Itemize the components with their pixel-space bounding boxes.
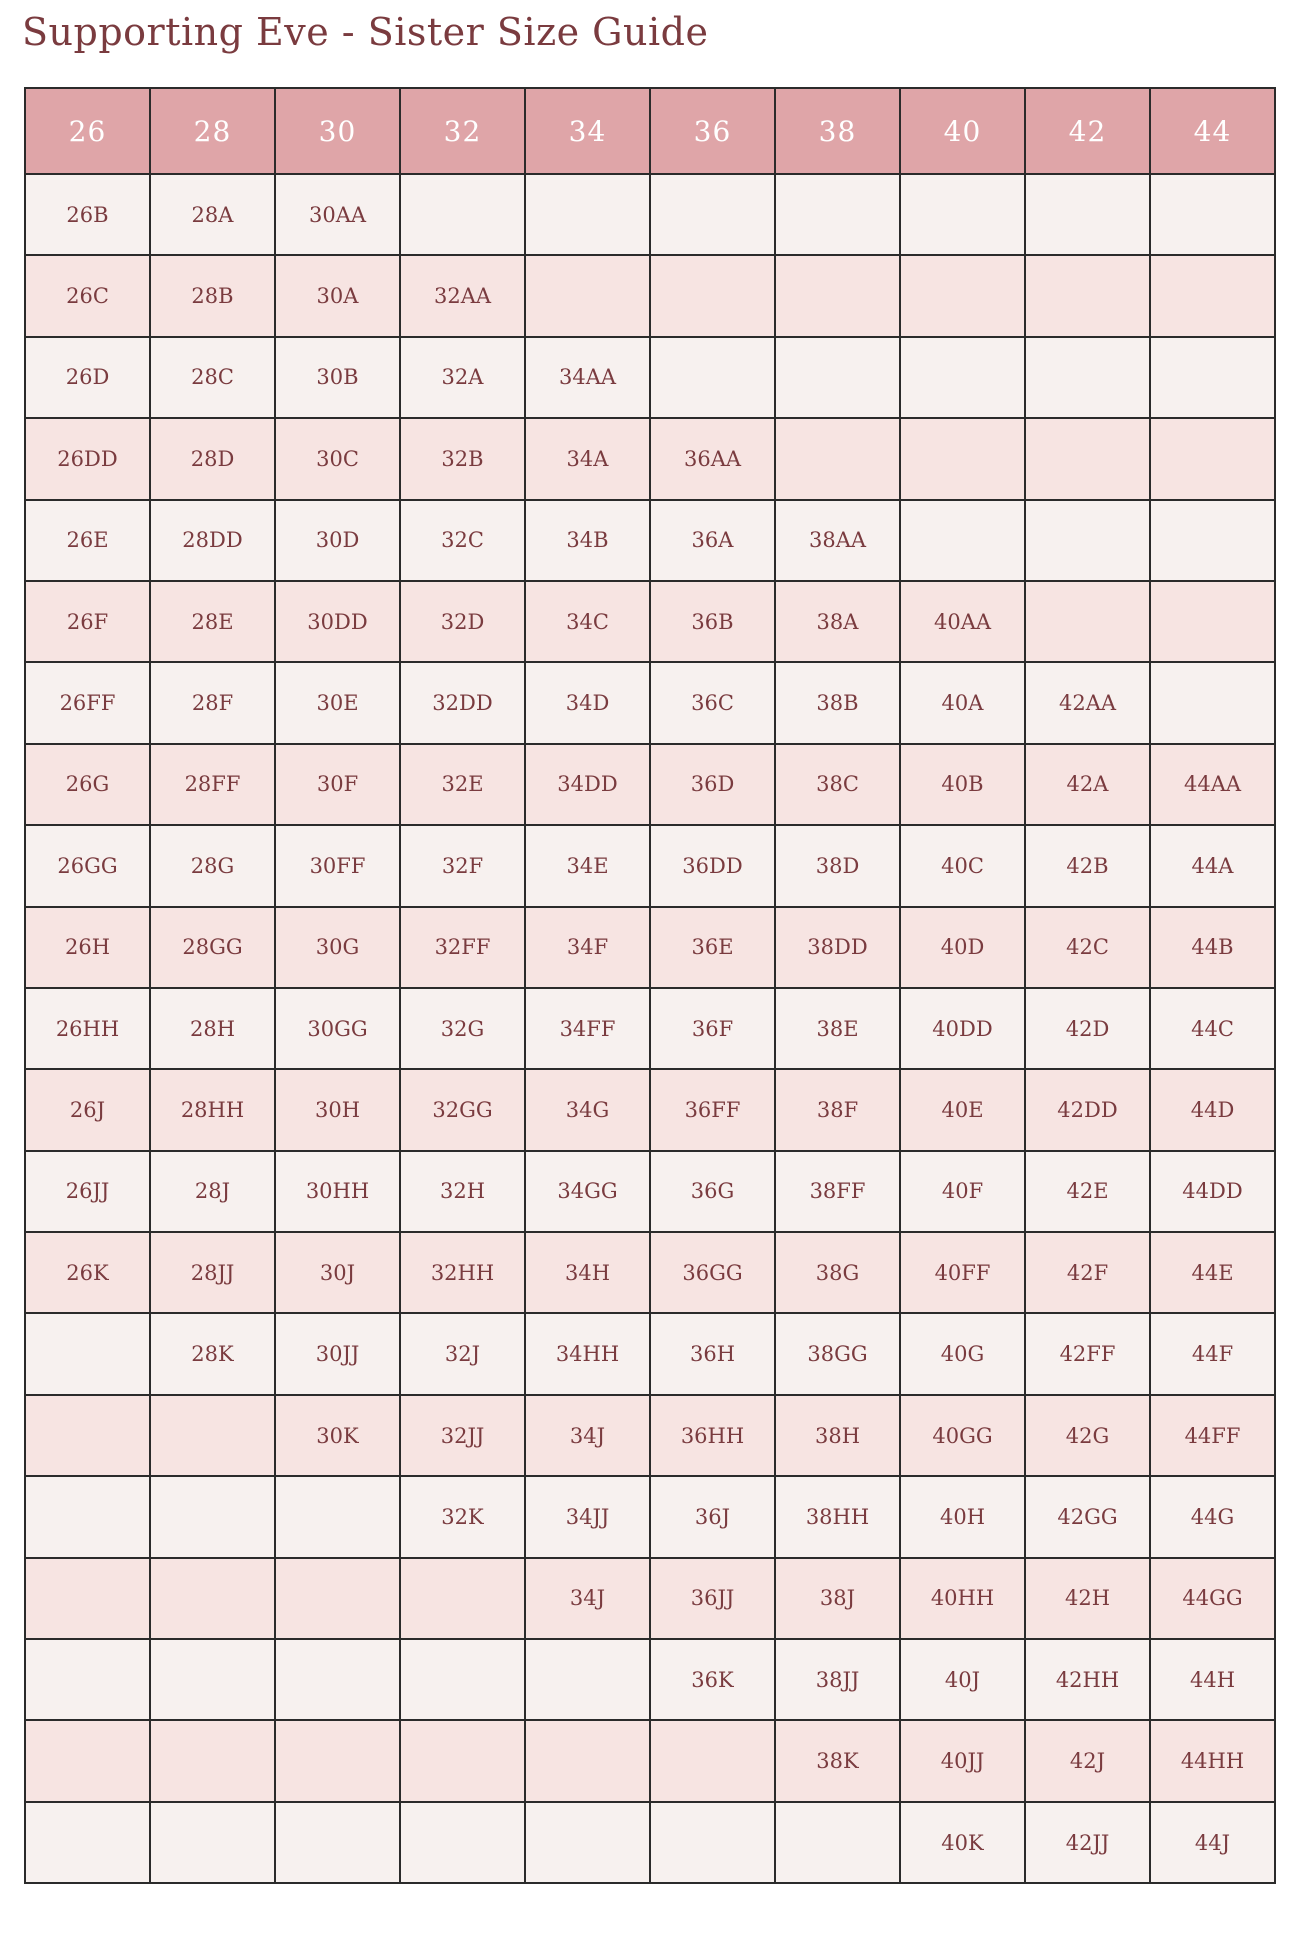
band-size-header: 26	[25, 88, 150, 174]
size-cell: 40A	[900, 662, 1025, 743]
size-cell: 40AA	[900, 581, 1025, 662]
size-cell: 44HH	[1150, 1720, 1275, 1801]
size-cell: 36F	[650, 988, 775, 1069]
size-cell: 32K	[400, 1476, 525, 1557]
size-cell: 44DD	[1150, 1151, 1275, 1232]
size-cell	[1150, 581, 1275, 662]
size-cell: 30HH	[275, 1151, 400, 1232]
size-cell: 30F	[275, 744, 400, 825]
size-cell	[1025, 418, 1150, 499]
size-cell	[525, 255, 650, 336]
size-cell	[525, 1639, 650, 1720]
size-cell: 34F	[525, 907, 650, 988]
size-cell	[775, 337, 900, 418]
size-cell	[25, 1313, 150, 1394]
size-cell: 36GG	[650, 1232, 775, 1313]
size-cell	[400, 1639, 525, 1720]
size-cell: 32DD	[400, 662, 525, 743]
size-cell	[1025, 255, 1150, 336]
band-size-header: 44	[1150, 88, 1275, 174]
size-cell: 36G	[650, 1151, 775, 1232]
size-cell	[25, 1802, 150, 1883]
size-cell: 38GG	[775, 1313, 900, 1394]
size-cell	[400, 1558, 525, 1639]
size-cell: 40B	[900, 744, 1025, 825]
size-cell	[650, 1720, 775, 1801]
size-cell: 40F	[900, 1151, 1025, 1232]
size-cell: 42B	[1025, 825, 1150, 906]
size-cell: 32J	[400, 1313, 525, 1394]
table-row	[25, 500, 1275, 581]
size-cell	[1150, 255, 1275, 336]
size-cell: 30A	[275, 255, 400, 336]
size-cell	[775, 255, 900, 336]
size-cell: 32HH	[400, 1232, 525, 1313]
size-cell	[525, 174, 650, 255]
size-cell: 26DD	[25, 418, 150, 499]
size-cell	[400, 174, 525, 255]
size-cell: 30E	[275, 662, 400, 743]
size-cell	[775, 1802, 900, 1883]
table-header	[25, 88, 1275, 174]
band-size-header: 30	[275, 88, 400, 174]
size-cell	[275, 1476, 400, 1557]
size-cell	[400, 1720, 525, 1801]
size-cell: 40JJ	[900, 1720, 1025, 1801]
size-cell: 40E	[900, 1069, 1025, 1150]
size-cell: 26B	[25, 174, 150, 255]
size-cell: 44AA	[1150, 744, 1275, 825]
size-cell: 44J	[1150, 1802, 1275, 1883]
size-cell: 30H	[275, 1069, 400, 1150]
size-cell	[900, 500, 1025, 581]
size-cell: 34B	[525, 500, 650, 581]
size-cell	[150, 1476, 275, 1557]
size-cell: 26JJ	[25, 1151, 150, 1232]
size-cell: 36C	[650, 662, 775, 743]
size-cell: 34FF	[525, 988, 650, 1069]
size-cell: 26H	[25, 907, 150, 988]
size-cell: 28GG	[150, 907, 275, 988]
size-cell: 28JJ	[150, 1232, 275, 1313]
size-cell: 32D	[400, 581, 525, 662]
size-cell: 42J	[1025, 1720, 1150, 1801]
size-cell	[150, 1720, 275, 1801]
table-body	[25, 174, 1275, 1883]
size-cell: 30JJ	[275, 1313, 400, 1394]
size-cell: 40C	[900, 825, 1025, 906]
size-cell	[275, 1639, 400, 1720]
size-cell: 38AA	[775, 500, 900, 581]
size-cell: 28FF	[150, 744, 275, 825]
table-row	[25, 1720, 1275, 1801]
size-cell: 38E	[775, 988, 900, 1069]
table-row	[25, 988, 1275, 1069]
size-cell: 36D	[650, 744, 775, 825]
size-cell: 40H	[900, 1476, 1025, 1557]
size-cell: 32FF	[400, 907, 525, 988]
size-cell	[1150, 174, 1275, 255]
header-row	[25, 88, 1275, 174]
size-cell: 38A	[775, 581, 900, 662]
size-cell	[1150, 500, 1275, 581]
size-cell: 38J	[775, 1558, 900, 1639]
size-cell: 28F	[150, 662, 275, 743]
size-cell: 30DD	[275, 581, 400, 662]
size-cell	[1025, 174, 1150, 255]
size-cell: 42JJ	[1025, 1802, 1150, 1883]
size-cell: 36B	[650, 581, 775, 662]
size-cell	[650, 1802, 775, 1883]
size-cell: 38DD	[775, 907, 900, 988]
sister-size-table	[24, 87, 1276, 1884]
size-cell	[900, 337, 1025, 418]
size-cell: 26C	[25, 255, 150, 336]
size-cell: 30B	[275, 337, 400, 418]
size-cell: 32JJ	[400, 1395, 525, 1476]
size-cell: 32E	[400, 744, 525, 825]
size-cell: 34J	[525, 1558, 650, 1639]
size-cell: 38JJ	[775, 1639, 900, 1720]
table-row	[25, 907, 1275, 988]
table-row	[25, 1802, 1275, 1883]
table-row	[25, 662, 1275, 743]
size-cell: 30J	[275, 1232, 400, 1313]
size-cell: 42DD	[1025, 1069, 1150, 1150]
size-cell: 34GG	[525, 1151, 650, 1232]
band-size-header: 42	[1025, 88, 1150, 174]
size-cell: 44G	[1150, 1476, 1275, 1557]
table-row	[25, 418, 1275, 499]
size-cell: 32AA	[400, 255, 525, 336]
size-cell: 30FF	[275, 825, 400, 906]
size-cell: 38F	[775, 1069, 900, 1150]
size-cell: 34G	[525, 1069, 650, 1150]
size-cell: 28C	[150, 337, 275, 418]
size-cell: 32F	[400, 825, 525, 906]
size-cell: 42A	[1025, 744, 1150, 825]
size-cell: 30G	[275, 907, 400, 988]
size-cell: 38H	[775, 1395, 900, 1476]
size-cell	[150, 1395, 275, 1476]
size-cell: 28DD	[150, 500, 275, 581]
size-cell: 44F	[1150, 1313, 1275, 1394]
size-cell: 26G	[25, 744, 150, 825]
size-cell	[275, 1720, 400, 1801]
size-cell	[900, 255, 1025, 336]
size-cell	[650, 337, 775, 418]
band-size-header: 28	[150, 88, 275, 174]
size-cell	[525, 1802, 650, 1883]
size-cell: 36J	[650, 1476, 775, 1557]
size-cell	[775, 174, 900, 255]
size-cell: 28J	[150, 1151, 275, 1232]
size-cell: 42E	[1025, 1151, 1150, 1232]
size-cell: 34HH	[525, 1313, 650, 1394]
size-cell: 44C	[1150, 988, 1275, 1069]
size-cell: 36A	[650, 500, 775, 581]
size-cell	[900, 174, 1025, 255]
size-cell: 34AA	[525, 337, 650, 418]
size-cell: 40J	[900, 1639, 1025, 1720]
table-row	[25, 1558, 1275, 1639]
size-cell: 34J	[525, 1395, 650, 1476]
size-cell: 42FF	[1025, 1313, 1150, 1394]
size-cell: 38B	[775, 662, 900, 743]
size-cell: 42GG	[1025, 1476, 1150, 1557]
band-size-header: 36	[650, 88, 775, 174]
size-cell: 40FF	[900, 1232, 1025, 1313]
size-cell: 36FF	[650, 1069, 775, 1150]
size-cell: 44GG	[1150, 1558, 1275, 1639]
table-row	[25, 174, 1275, 255]
size-cell: 28D	[150, 418, 275, 499]
size-cell: 34A	[525, 418, 650, 499]
size-cell: 30C	[275, 418, 400, 499]
table-row	[25, 825, 1275, 906]
size-cell	[25, 1558, 150, 1639]
table-row	[25, 1476, 1275, 1557]
size-cell: 28E	[150, 581, 275, 662]
size-cell: 40K	[900, 1802, 1025, 1883]
size-cell: 26D	[25, 337, 150, 418]
table-row	[25, 1151, 1275, 1232]
size-cell: 44B	[1150, 907, 1275, 988]
size-cell: 26GG	[25, 825, 150, 906]
size-cell	[650, 255, 775, 336]
table-row	[25, 1313, 1275, 1394]
size-cell	[400, 1802, 525, 1883]
size-cell: 42F	[1025, 1232, 1150, 1313]
size-cell: 28HH	[150, 1069, 275, 1150]
size-cell	[25, 1476, 150, 1557]
size-cell: 42HH	[1025, 1639, 1150, 1720]
table-row	[25, 337, 1275, 418]
band-size-header: 40	[900, 88, 1025, 174]
size-cell: 36AA	[650, 418, 775, 499]
page-title: Supporting Eve - Sister Size Guide	[22, 10, 709, 54]
size-cell: 40G	[900, 1313, 1025, 1394]
size-cell: 44D	[1150, 1069, 1275, 1150]
size-cell: 32GG	[400, 1069, 525, 1150]
size-cell: 38D	[775, 825, 900, 906]
size-cell: 36K	[650, 1639, 775, 1720]
size-cell: 32B	[400, 418, 525, 499]
size-cell: 44H	[1150, 1639, 1275, 1720]
band-size-header: 32	[400, 88, 525, 174]
size-cell: 40D	[900, 907, 1025, 988]
size-cell	[150, 1639, 275, 1720]
size-cell	[1150, 418, 1275, 499]
size-cell: 40HH	[900, 1558, 1025, 1639]
size-cell: 40DD	[900, 988, 1025, 1069]
size-cell: 42C	[1025, 907, 1150, 988]
size-cell: 32C	[400, 500, 525, 581]
size-cell: 44A	[1150, 825, 1275, 906]
size-cell: 34JJ	[525, 1476, 650, 1557]
size-cell: 30AA	[275, 174, 400, 255]
size-cell: 36DD	[650, 825, 775, 906]
size-cell: 36E	[650, 907, 775, 988]
table-row	[25, 581, 1275, 662]
size-cell	[1025, 500, 1150, 581]
size-cell: 32G	[400, 988, 525, 1069]
size-cell: 42AA	[1025, 662, 1150, 743]
size-cell: 34DD	[525, 744, 650, 825]
size-cell: 44E	[1150, 1232, 1275, 1313]
size-cell	[1150, 337, 1275, 418]
size-cell: 34C	[525, 581, 650, 662]
band-size-header: 38	[775, 88, 900, 174]
size-cell	[150, 1802, 275, 1883]
size-cell: 26FF	[25, 662, 150, 743]
size-cell	[275, 1558, 400, 1639]
table-row	[25, 255, 1275, 336]
size-cell: 28K	[150, 1313, 275, 1394]
table-row	[25, 1639, 1275, 1720]
table-row	[25, 1069, 1275, 1150]
table-row	[25, 1232, 1275, 1313]
size-cell: 38HH	[775, 1476, 900, 1557]
size-cell: 28B	[150, 255, 275, 336]
size-cell: 34E	[525, 825, 650, 906]
size-cell	[1150, 662, 1275, 743]
size-cell: 30D	[275, 500, 400, 581]
size-cell	[525, 1720, 650, 1801]
size-cell: 38K	[775, 1720, 900, 1801]
size-cell: 38FF	[775, 1151, 900, 1232]
size-cell	[275, 1802, 400, 1883]
size-cell: 30GG	[275, 988, 400, 1069]
size-cell: 32H	[400, 1151, 525, 1232]
size-cell: 44FF	[1150, 1395, 1275, 1476]
size-cell: 26E	[25, 500, 150, 581]
table-row	[25, 1395, 1275, 1476]
size-cell	[1025, 337, 1150, 418]
size-cell	[25, 1639, 150, 1720]
size-cell: 36HH	[650, 1395, 775, 1476]
size-cell	[25, 1720, 150, 1801]
size-cell: 38C	[775, 744, 900, 825]
size-cell: 36JJ	[650, 1558, 775, 1639]
size-cell: 26J	[25, 1069, 150, 1150]
size-cell	[25, 1395, 150, 1476]
size-cell: 42G	[1025, 1395, 1150, 1476]
size-cell: 26K	[25, 1232, 150, 1313]
size-cell	[1025, 581, 1150, 662]
size-cell: 36H	[650, 1313, 775, 1394]
size-cell: 34H	[525, 1232, 650, 1313]
size-cell: 42H	[1025, 1558, 1150, 1639]
size-cell: 40GG	[900, 1395, 1025, 1476]
size-cell: 42D	[1025, 988, 1150, 1069]
size-cell	[900, 418, 1025, 499]
size-cell: 38G	[775, 1232, 900, 1313]
size-cell: 26HH	[25, 988, 150, 1069]
size-cell	[150, 1558, 275, 1639]
size-cell: 30K	[275, 1395, 400, 1476]
table-row	[25, 744, 1275, 825]
size-cell: 28H	[150, 988, 275, 1069]
band-size-header: 34	[525, 88, 650, 174]
size-cell	[650, 174, 775, 255]
size-cell: 28A	[150, 174, 275, 255]
size-cell: 26F	[25, 581, 150, 662]
size-cell: 32A	[400, 337, 525, 418]
size-cell: 28G	[150, 825, 275, 906]
size-cell: 34D	[525, 662, 650, 743]
size-cell	[775, 418, 900, 499]
